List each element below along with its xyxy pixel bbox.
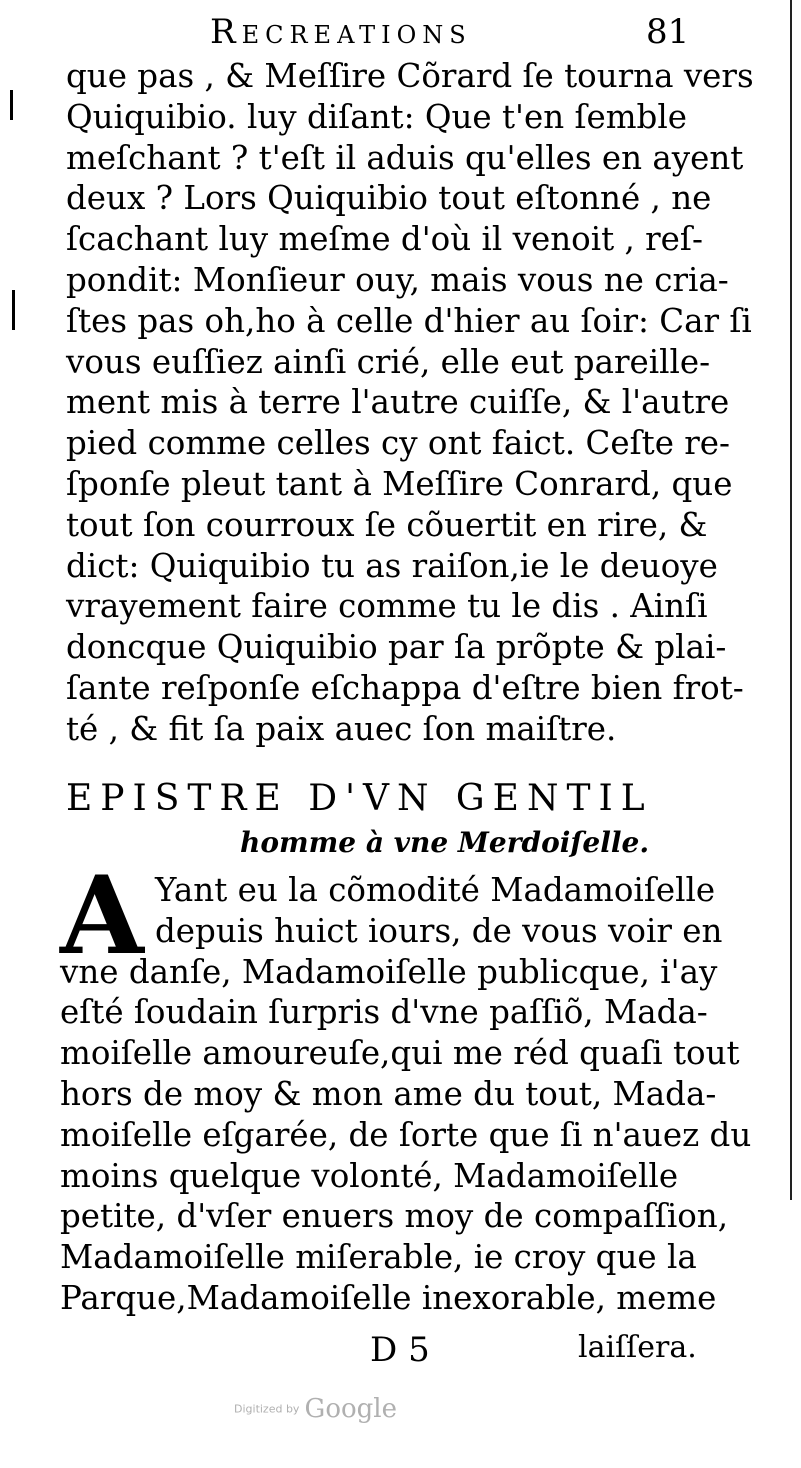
text-line: ment mis à terre l'autre cuiſſe, & l'autre [66,383,730,422]
signature-mark: D 5 [370,1330,430,1370]
text-line: que pas , & Meſſire Cõrard ſe tourna vers [66,57,754,95]
right-margin-mark [790,0,792,1200]
text-line: doncque Quiquibio par ſa prõpte & plai- [66,628,727,667]
text-line: Madamoiſelle miſerable, ie croy que la [60,1238,697,1277]
text-line: hors de moy & mon ame du tout, Mada- [60,1074,717,1113]
text-line: Yant eu la cõmodité Madamoiſelle [155,871,716,909]
text-line: deux ? Lors Quiquibio tout eſtonné , ne [66,179,712,218]
text-line: vne danſe, Madamoiſelle publicque, i'ay [60,952,718,991]
text-line: eſté ſoudain ſurpris d'vne paſſiõ, Mada- [60,993,708,1032]
letter-title: EPISTRE D'VN GENTIL [66,778,653,819]
text-line: ſante reſponſe eſchappa d'eſtre bien frot- [66,668,744,707]
left-margin-mark [10,90,13,120]
digitized-watermark [234,1394,397,1424]
google-logo: Google [304,1394,397,1424]
text-line: té , & fit ſa paix auec ſon maiſtre. [66,709,617,748]
text-line: petite, d'vſer enuers moy de compaſſion, [60,1197,729,1236]
digitized-label: Digitized by [234,1402,300,1416]
text-line: dict: Quiquibio tu as raiſon,ie le deuoye [66,546,718,585]
text-line: moiſelle amoureuſe,qui me réd quaſi tout [60,1034,740,1073]
text-line: pondit: Monſieur ouy, mais vous ne cria- [66,260,729,299]
text-line: Quiquibio. luy diſant: Que t'en ſemble [66,97,687,136]
text-line: meſchant ? t'eſt il aduis qu'elles en ayent [66,138,744,177]
left-margin-mark [12,290,15,330]
letter-text [60,853,752,1319]
text-line: vrayement faire comme tu le dis . Ainſi [66,587,708,626]
text-line: Parque,Madamoiſelle inexorable, meme [60,1278,717,1317]
text-line: ſcachant luy meſme d'où il venoit , reſ- [66,220,703,259]
text-line: depuis huict iours, de vous voir en [155,911,723,950]
text-line: moins quelque volonté, Madamoiſelle [60,1156,679,1195]
text-line: ſtes pas oh,ho à celle d'hier au ſoir: Car ſi [66,301,752,340]
running-head: Recreations [210,12,472,52]
text-line: tout ſon courroux ſe cõuertit en rire, & [66,505,708,544]
letter-subtitle: homme à vne Merdoiſelle. [240,826,650,859]
text-line: ſponſe pleut tant à Meſſire Conrard, que [66,464,733,503]
story-text [66,56,754,750]
catchword: laiſſera. [578,1330,697,1365]
page-number: 81 [646,12,690,52]
text-line: pied comme celles cy ont faict. Ceſte re- [66,424,731,463]
drop-cap: A [60,853,144,979]
text-line: vous euſſiez ainſi crié, elle eut pareille- [66,342,711,381]
text-line: moiſelle eſgarée, de ſorte que ſi n'auez du [60,1115,752,1154]
